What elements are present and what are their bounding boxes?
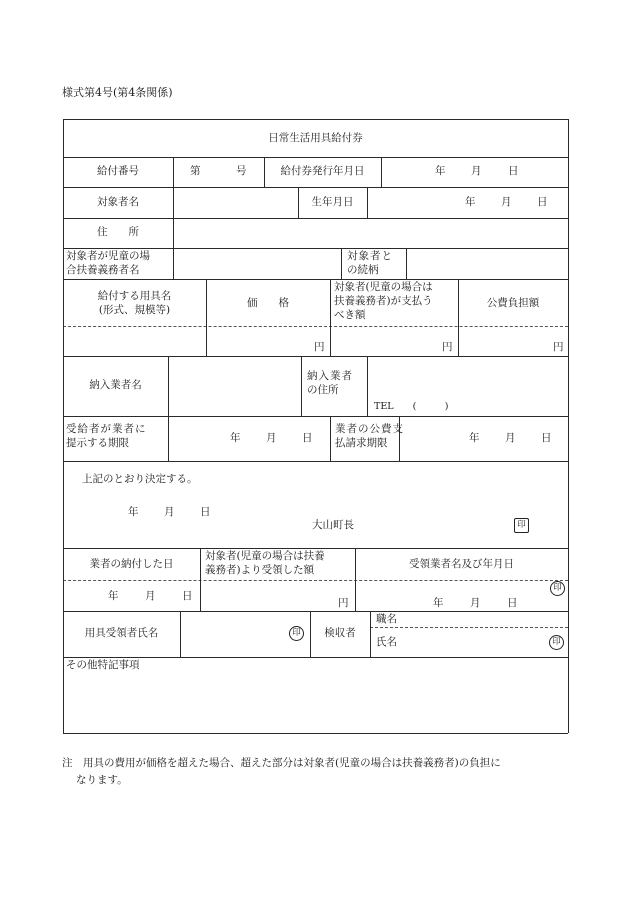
label-claim-deadline-2: 払請求期限 bbox=[335, 437, 388, 449]
table-border-top bbox=[63, 119, 568, 120]
number-prefix: 第 bbox=[190, 165, 201, 177]
year-label: 年 bbox=[128, 506, 139, 518]
label-issue-date: 給付券発行年月日 bbox=[280, 165, 365, 177]
label-claim-deadline: 業者の公費支 bbox=[335, 423, 404, 435]
label-recipient-name: 対象者名 bbox=[97, 196, 139, 208]
footnote: 注 用具の費用が価格を超えた場合、超えた部分は対象者(児童の場合は扶養義務者)の負担に bbox=[62, 757, 501, 769]
label-birth-date: 生年月日 bbox=[311, 196, 354, 208]
label-delivery-date: 業者の納付した日 bbox=[89, 558, 174, 570]
label-presentation-deadline-2: 提示する期限 bbox=[66, 437, 129, 449]
col-divider bbox=[168, 416, 169, 461]
month-label: 月 bbox=[470, 597, 481, 609]
table-border-left bbox=[63, 119, 64, 733]
label-recipient-signature: 用具受領者氏名 bbox=[84, 627, 159, 639]
label-vendor-address: 納入業者 bbox=[307, 370, 353, 382]
label-remarks: その他特記事項 bbox=[66, 659, 140, 671]
label-issue-number: 給付番号 bbox=[97, 165, 139, 177]
seal-icon: 印 bbox=[549, 635, 564, 650]
label-presentation-deadline: 受給者が業者に bbox=[66, 423, 147, 435]
year-label: 年 bbox=[435, 165, 446, 177]
year-label: 年 bbox=[465, 196, 476, 208]
table-border-bottom bbox=[63, 733, 568, 734]
label-received-amount: 対象者(児童の場合は扶養 bbox=[205, 550, 325, 562]
row-divider bbox=[63, 356, 568, 357]
row-divider bbox=[63, 157, 568, 158]
dashed-divider bbox=[63, 326, 568, 327]
year-label: 年 bbox=[108, 590, 119, 602]
label-self-pay-2: 扶養義務者)が支払う bbox=[334, 295, 433, 307]
col-divider bbox=[173, 187, 174, 218]
month-label: 月 bbox=[471, 165, 482, 177]
year-label: 年 bbox=[469, 432, 480, 444]
footnote-continued: なります。 bbox=[76, 774, 128, 786]
month-label: 月 bbox=[501, 196, 512, 208]
label-job-title: 職名 bbox=[376, 613, 397, 625]
day-label: 日 bbox=[507, 597, 518, 609]
year-label: 年 bbox=[433, 597, 444, 609]
label-received-amount-2: 義務者)より受領した額 bbox=[205, 564, 315, 576]
col-divider bbox=[200, 548, 201, 611]
label-self-pay: 対象者(児童の場合は bbox=[334, 281, 433, 293]
form-title: 日常生活用具給付券 bbox=[268, 132, 363, 144]
col-divider bbox=[301, 356, 302, 416]
label-vendor-address-2: の住所 bbox=[307, 384, 339, 396]
yen-unit: 円 bbox=[338, 597, 349, 609]
col-divider bbox=[381, 157, 382, 187]
form-number: 様式第4号(第4条関係) bbox=[62, 86, 173, 99]
col-divider bbox=[367, 356, 368, 416]
label-self-pay-3: べき額 bbox=[334, 309, 366, 321]
dashed-divider bbox=[63, 580, 568, 581]
dashed-divider bbox=[370, 627, 568, 628]
day-label: 日 bbox=[302, 432, 313, 444]
col-divider bbox=[173, 218, 174, 248]
day-label: 日 bbox=[508, 165, 519, 177]
yen-unit: 円 bbox=[314, 341, 325, 353]
row-divider bbox=[63, 461, 568, 462]
col-divider bbox=[330, 279, 331, 356]
table-border-right bbox=[568, 119, 569, 733]
label-address: 住 所 bbox=[97, 226, 139, 238]
col-divider bbox=[173, 157, 174, 187]
col-divider bbox=[330, 416, 331, 461]
label-relationship-2: の続柄 bbox=[347, 264, 379, 276]
yen-unit: 円 bbox=[553, 341, 564, 353]
row-divider bbox=[63, 611, 568, 612]
year-label: 年 bbox=[230, 432, 241, 444]
tel-field: TEL ( ) bbox=[374, 401, 449, 412]
month-label: 月 bbox=[164, 506, 175, 518]
col-divider bbox=[173, 248, 174, 279]
col-divider bbox=[370, 611, 371, 657]
month-label: 月 bbox=[145, 590, 156, 602]
label-vendor-receipt: 受領業者名及び年月日 bbox=[409, 558, 514, 570]
label-relationship: 対象者と bbox=[347, 250, 393, 262]
row-divider bbox=[63, 416, 568, 417]
row-divider bbox=[63, 279, 568, 280]
label-guardian: 対象者が児童の場 bbox=[66, 250, 150, 262]
seal-icon: 印 bbox=[514, 518, 529, 533]
row-divider bbox=[63, 548, 568, 549]
label-guardian-2: 合扶養義務者名 bbox=[66, 264, 140, 276]
label-vendor-name: 納入業者名 bbox=[89, 379, 142, 391]
col-divider bbox=[406, 248, 407, 279]
day-label: 日 bbox=[182, 590, 193, 602]
row-divider bbox=[63, 187, 568, 188]
yen-unit: 円 bbox=[442, 341, 453, 353]
month-label: 月 bbox=[266, 432, 277, 444]
label-price: 価 格 bbox=[247, 297, 289, 309]
day-label: 日 bbox=[537, 196, 548, 208]
seal-icon: 印 bbox=[550, 581, 565, 596]
day-label: 日 bbox=[200, 506, 211, 518]
decision-text: 上記のとおり決定する。 bbox=[82, 473, 198, 485]
number-suffix: 号 bbox=[236, 165, 247, 177]
col-divider bbox=[341, 248, 342, 279]
seal-icon: 印 bbox=[289, 626, 304, 641]
col-divider bbox=[180, 611, 181, 657]
label-name: 氏名 bbox=[376, 636, 397, 648]
label-inspector: 検収者 bbox=[324, 627, 356, 639]
row-divider bbox=[63, 657, 568, 658]
col-divider bbox=[206, 279, 207, 356]
row-divider bbox=[63, 248, 568, 249]
label-item-spec: (形式、規模等) bbox=[98, 304, 171, 316]
row-divider bbox=[63, 218, 568, 219]
col-divider bbox=[458, 279, 459, 356]
day-label: 日 bbox=[541, 432, 552, 444]
label-public-share: 公費負担額 bbox=[486, 297, 540, 309]
label-item-name: 給付する用具名 bbox=[97, 290, 172, 302]
col-divider bbox=[367, 187, 368, 218]
mayor-title: 大山町長 bbox=[312, 519, 354, 531]
month-label: 月 bbox=[505, 432, 516, 444]
col-divider bbox=[168, 356, 169, 416]
